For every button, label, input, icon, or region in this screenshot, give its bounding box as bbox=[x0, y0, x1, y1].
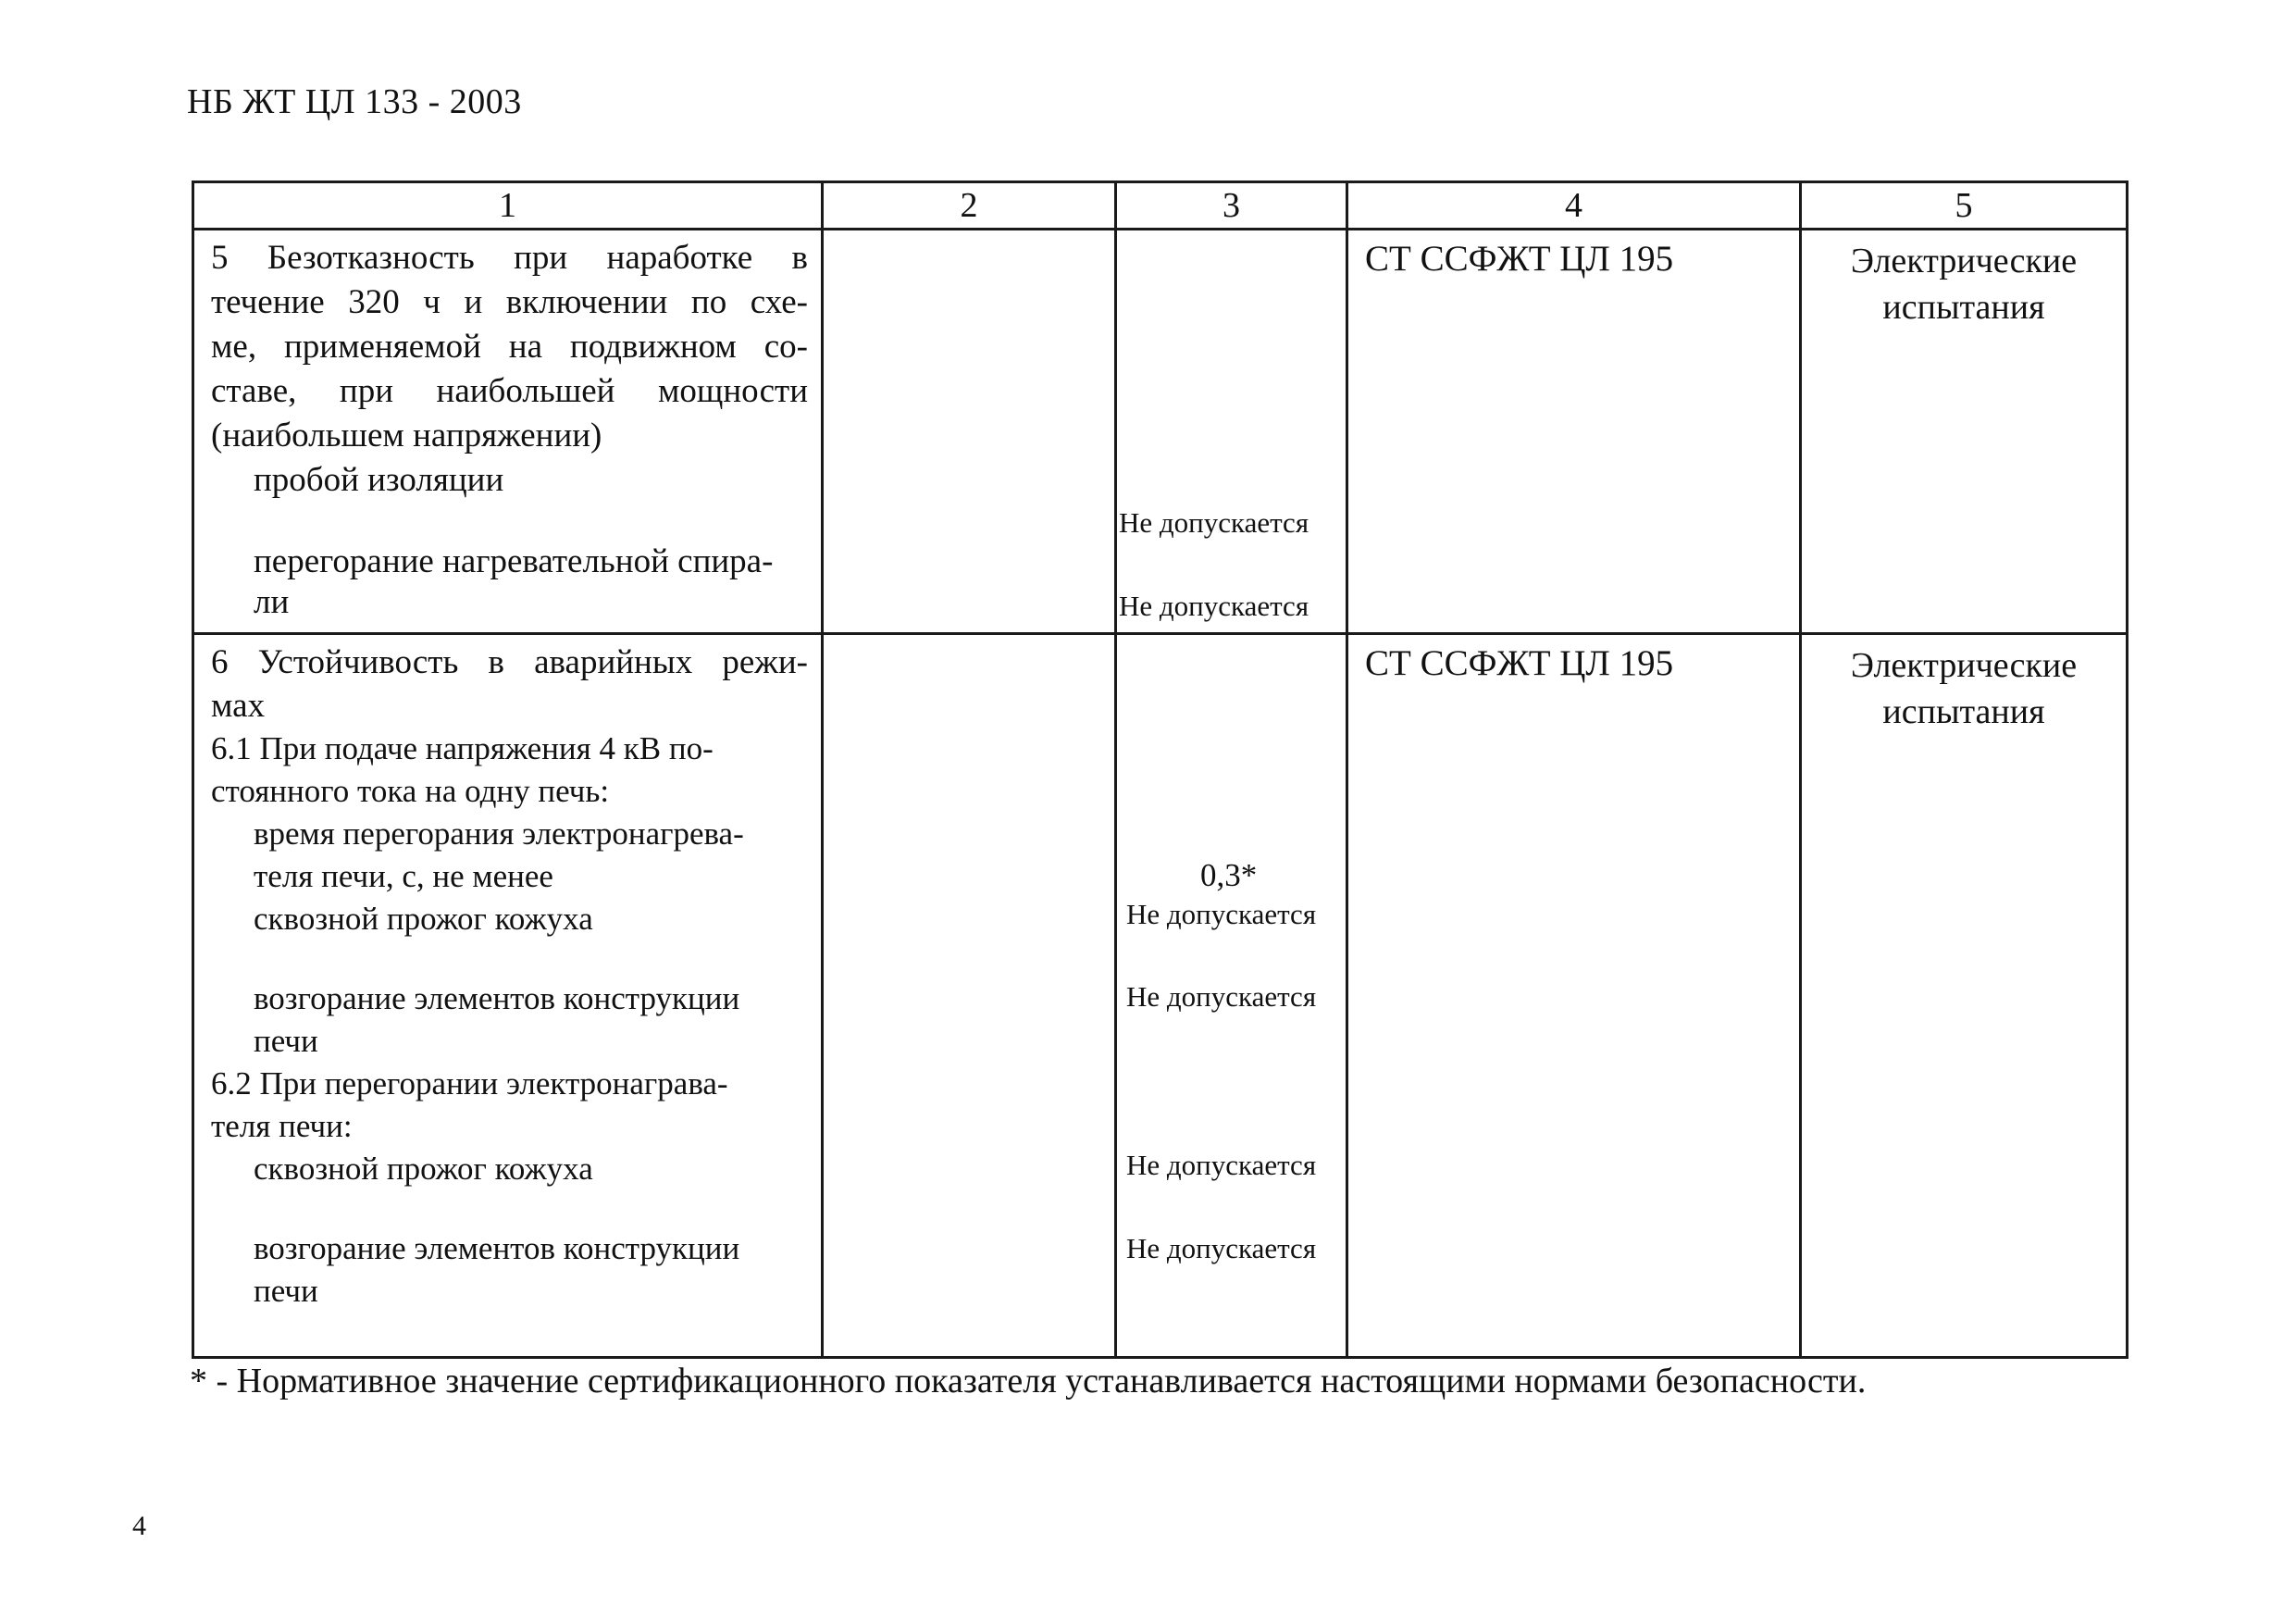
table-row-emergency bbox=[193, 634, 2128, 1358]
casing-burnthrough-label-1: сквозной прожог кожуха bbox=[254, 901, 593, 937]
row6-test-type-line-1: Электрические bbox=[1850, 646, 2078, 685]
column-header-5: 5 bbox=[1801, 182, 2128, 230]
row6-title-line-2: мах bbox=[211, 687, 266, 725]
sub62-line-2: теля печи: bbox=[211, 1108, 353, 1144]
requirements-table bbox=[192, 180, 2128, 1359]
casing-burnthrough-value-2: Не допускается bbox=[1126, 1149, 1317, 1181]
burnout-time-label-2: теля печи, с, не менее bbox=[254, 858, 553, 894]
burnout-time-value: 0,3* bbox=[1200, 857, 1258, 893]
row6-value-cell bbox=[1116, 634, 1347, 1358]
ignition-label-2b: печи bbox=[254, 1273, 318, 1309]
ignition-value-2: Не допускается bbox=[1126, 1232, 1317, 1264]
row6-col2-cell bbox=[823, 634, 1116, 1358]
burnout-time-label-1: время перегорания электронагрева- bbox=[254, 815, 744, 852]
sub61-line-1: 6.1 При подаче напряжения 4 кВ по- bbox=[211, 730, 714, 766]
column-header-3: 3 bbox=[1116, 182, 1347, 230]
column-number-row bbox=[193, 182, 2128, 230]
row6-test-method-cell: СТ ССФЖТ ЦЛ 195 bbox=[1347, 634, 1801, 1358]
heating-coil-burnout-label-1: перегорание нагревательной спира- bbox=[254, 542, 774, 580]
row6-test-type-line-2: испытания bbox=[1882, 692, 2045, 731]
casing-burnthrough-label-2: сквозной прожог кожуха bbox=[254, 1151, 593, 1187]
row5-line-2: течение 320 ч и включении по схе- bbox=[211, 283, 808, 321]
column-header-2: 2 bbox=[823, 182, 1116, 230]
heating-coil-burnout-value: Не допускается bbox=[1119, 590, 1309, 622]
sub62-line-1: 6.2 При перегорании электронаграва- bbox=[211, 1065, 728, 1101]
sub61-line-2: стоянного тока на одну печь: bbox=[211, 773, 610, 809]
row5-line-1: 5 Безотказность при наработке в bbox=[211, 239, 808, 277]
row5-test-type-cell bbox=[1801, 230, 2128, 634]
document-code-header: НБ ЖТ ЦЛ 133 - 2003 bbox=[187, 82, 522, 121]
ignition-value-1: Не допускается bbox=[1126, 980, 1317, 1013]
row5-value-cell bbox=[1116, 230, 1347, 634]
column-header-4: 4 bbox=[1347, 182, 1801, 230]
column-header-1: 1 bbox=[193, 182, 823, 230]
row6-test-type-cell bbox=[1801, 634, 2128, 1358]
row5-test-type-line-2: испытания bbox=[1882, 288, 2045, 327]
ignition-label-1b: печи bbox=[254, 1023, 318, 1059]
row5-test-method-cell: СТ ССФЖТ ЦЛ 195 bbox=[1347, 230, 1801, 634]
table-row-reliability bbox=[193, 230, 2128, 634]
row6-title-line-1: 6 Устойчивость в аварийных режи- bbox=[211, 643, 808, 681]
row5-line-5: (наибольшем напряжении) bbox=[211, 417, 602, 454]
row5-test-type-line-1: Электрические bbox=[1850, 242, 2078, 280]
heating-coil-burnout-label-2: ли bbox=[254, 583, 290, 621]
casing-burnthrough-value-1: Не допускается bbox=[1126, 898, 1317, 930]
insulation-breakdown-label: пробой изоляции bbox=[254, 461, 504, 499]
ignition-label-2a: возгорание элементов конструкции bbox=[254, 1230, 740, 1266]
row5-line-3: ме, применяемой на подвижном со- bbox=[211, 328, 808, 366]
footnote: * - Нормативное значение сертификационного показателя устанавливается настоящими нормами безопасности. bbox=[190, 1362, 1867, 1400]
emergency-description-cell bbox=[193, 634, 823, 1358]
page-number: 4 bbox=[132, 1511, 146, 1541]
reliability-description-cell bbox=[193, 230, 823, 634]
row5-col2-cell bbox=[823, 230, 1116, 634]
insulation-breakdown-value: Не допускается bbox=[1119, 506, 1309, 539]
row5-line-4: ставе, при наибольшей мощности bbox=[211, 372, 808, 410]
ignition-label-1a: возгорание элементов конструкции bbox=[254, 980, 740, 1016]
